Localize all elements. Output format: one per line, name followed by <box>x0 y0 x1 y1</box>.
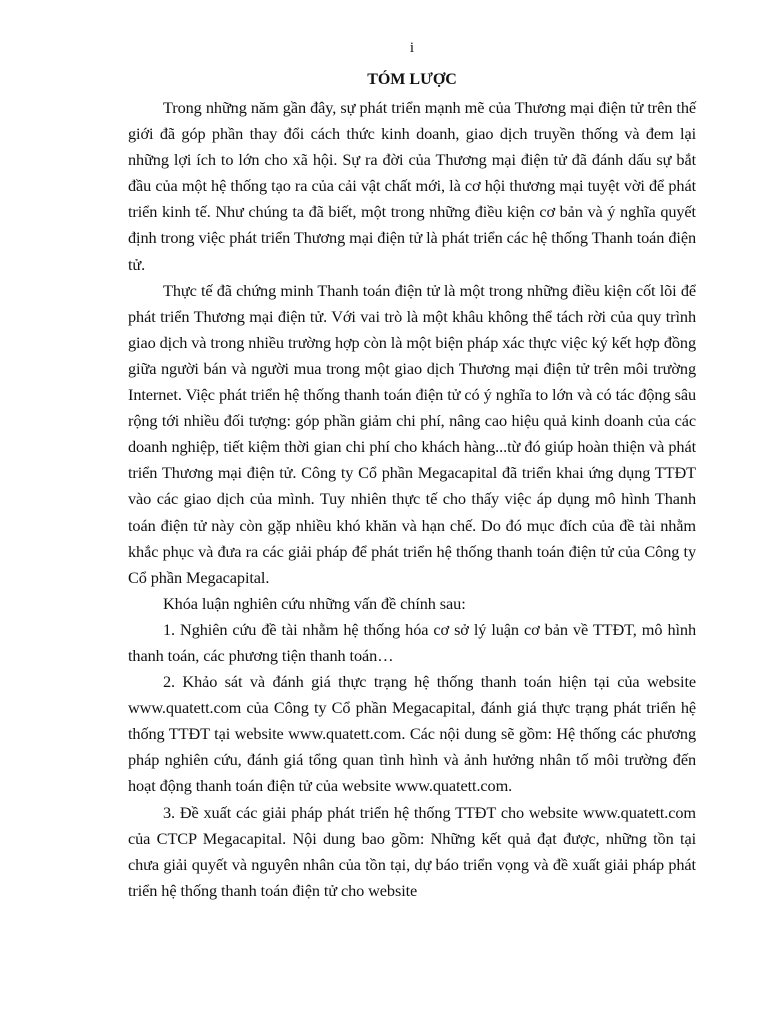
list-item-3: 3. Đề xuất các giải pháp phát triển hệ thống TTĐT cho website www.quatett.com của CTCP Megacapital. Nội dung bao gồm: Những kết quả đạt được, những tồn tại chưa giải quyết và nguyên nhân của tồn tại, dự báo triển vọng và đề xuất giải pháp phát triển hệ thống thanh toán điện tử cho website <box>128 802 696 900</box>
list-item-1: 1. Nghiên cứu đề tài nhằm hệ thống hóa cơ sở lý luận cơ bản về TTĐT, mô hình thanh toán, các phương tiện thanh toán… <box>128 619 696 665</box>
paragraph-scope: Khóa luận nghiên cứu những vấn đề chính sau: <box>163 593 466 613</box>
paragraph-intro: Trong những năm gần đây, sự phát triển mạnh mẽ của Thương mại điện tử trên thế giới đã góp phần thay đổi cách thức kinh doanh, giao dịch truyền thống và đem lại những lợi ích to lớn cho xã hội. Sự ra đời của Thương mại điện tử đã đánh dấu sự bắt đầu của một hệ thống tạo ra của cải vật chất mới, là cơ hội thương mại tuyệt vời để phát triển kinh tế. Như chúng ta đã biết, một trong những điều kiện cơ bản và ý nghĩa quyết định trong việc phát triển Thương mại điện tử là phát triển các hệ thống Thanh toán điện tử. <box>128 98 696 274</box>
list-item-2: 2. Khảo sát và đánh giá thực trạng hệ thống thanh toán hiện tại của website www.quatett.com của Công ty Cổ phần Megacapital, đánh giá thực trạng phát triển hệ thống TTĐT tại website www.quatett.com. Các nội dung sẽ gồm: Hệ thống các phương pháp nghiên cứu, đánh giá tổng quan tình hình và ảnh hưởng nhân tố môi trường đến hoạt động thanh toán điện tử của website www.quatett.com. <box>128 672 696 796</box>
page-number: i <box>409 40 415 56</box>
paragraph-practice: Thực tế đã chứng minh Thanh toán điện tử là một trong những điều kiện cốt lõi để phát triển Thương mại điện tử. Với vai trò là một khâu không thể tách rời của quy trình giao dịch và trong nhiều trường hợp còn là một biện pháp xác thực việc ký kết hợp đồng giữa người bán và người mua trong một giao dịch Thương mại điện tử trên môi trường Internet. Việc phát triển hệ thống thanh toán điện tử có ý nghĩa to lớn và có tác động sâu rộng tới nhiều đối tượng: góp phần giảm chi phí, nâng cao hiệu quả kinh doanh của các doanh nghiệp, tiết kiệm thời gian chi phí cho khách hàng...từ đó giúp hoàn thiện và phát triển Thương mại điện tử. Công ty Cổ phần Megacapital đã triển khai ứng dụng TTĐT vào các giao dịch của mình. Tuy nhiên thực tế cho thấy việc áp dụng mô hình Thanh toán điện tử này còn gặp nhiều khó khăn và hạn chế. Do đó mục đích của đề tài nhằm khắc phục và đưa ra các giải pháp để phát triển hệ thống thanh toán điện tử của Công ty Cổ phần Megacapital. <box>128 280 696 587</box>
section-heading: TÓM LƯỢC <box>367 71 457 88</box>
document-page <box>128 38 696 904</box>
